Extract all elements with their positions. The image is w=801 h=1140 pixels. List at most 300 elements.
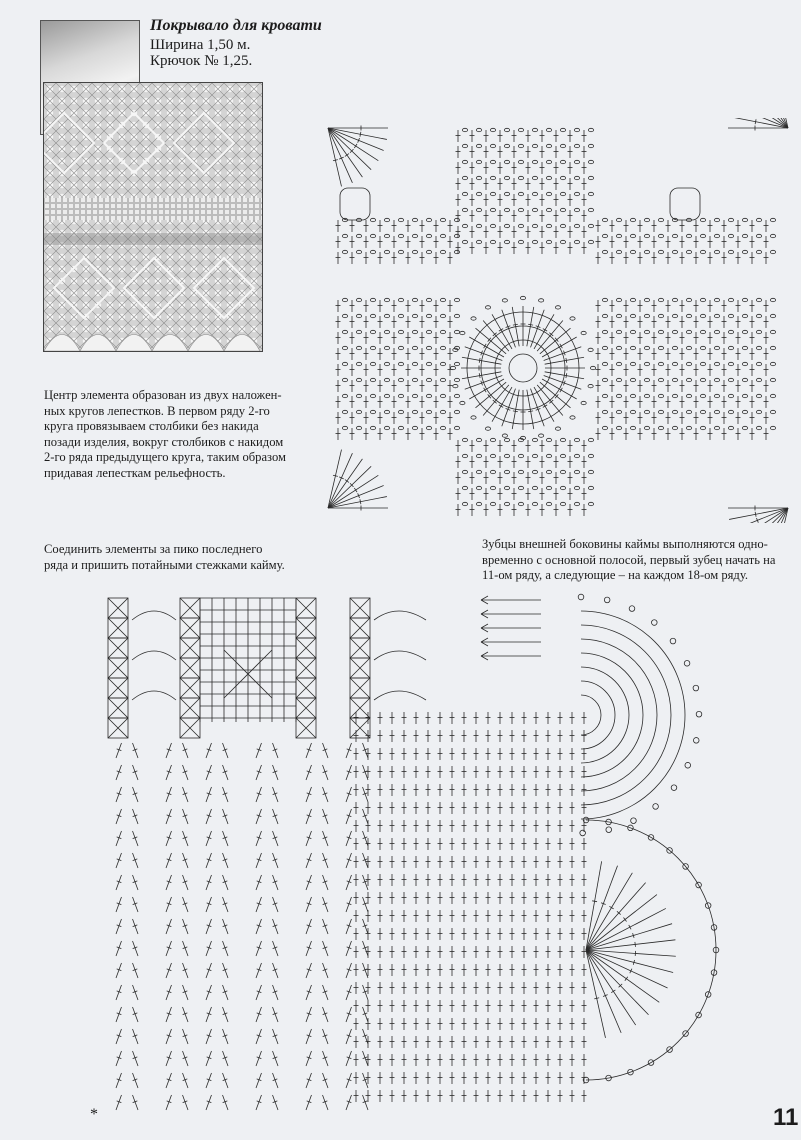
chain-symbol bbox=[574, 224, 579, 227]
stitch-crossbar bbox=[566, 373, 567, 378]
picot-symbol bbox=[580, 830, 586, 836]
chain-symbol bbox=[426, 426, 431, 429]
stitch-crossbar bbox=[592, 901, 597, 902]
chain-symbol bbox=[630, 394, 635, 397]
chain-symbol bbox=[728, 330, 733, 333]
picot-symbol bbox=[629, 606, 635, 612]
chain-symbol bbox=[630, 330, 635, 333]
chain-symbol bbox=[532, 486, 537, 489]
stitch-crossbar bbox=[623, 918, 626, 922]
chain-symbol bbox=[462, 454, 467, 457]
chain-symbol bbox=[672, 250, 677, 253]
stitch-crossbar bbox=[543, 405, 547, 408]
chain-symbol bbox=[658, 298, 663, 301]
chain-symbol bbox=[454, 298, 459, 301]
chain-symbol bbox=[532, 176, 537, 179]
cross-symbol bbox=[350, 638, 370, 658]
chain-symbol bbox=[581, 401, 586, 404]
chain-symbol bbox=[588, 438, 593, 441]
chain-symbol bbox=[686, 410, 691, 413]
chain-symbol bbox=[490, 160, 495, 163]
chain-symbol bbox=[426, 314, 431, 317]
stitch-symbol bbox=[586, 883, 646, 950]
chain-symbol bbox=[384, 298, 389, 301]
arch-symbol bbox=[132, 651, 176, 660]
chain-symbol bbox=[384, 362, 389, 365]
chain-symbol bbox=[462, 438, 467, 441]
chain-symbol bbox=[588, 192, 593, 195]
stitch-symbol bbox=[534, 314, 554, 349]
chain-symbol bbox=[539, 299, 544, 302]
chain-symbol bbox=[658, 394, 663, 397]
teeth-note-line: временно с основной полосой, первый зубец начать на bbox=[482, 552, 776, 567]
chain-symbol bbox=[555, 306, 560, 309]
cross-symbol bbox=[296, 618, 316, 638]
chain-symbol bbox=[686, 234, 691, 237]
chain-symbol bbox=[504, 502, 509, 505]
chain-symbol bbox=[398, 394, 403, 397]
picot-symbol bbox=[606, 827, 612, 833]
chain-symbol bbox=[384, 218, 389, 221]
chain-symbol bbox=[384, 394, 389, 397]
teeth-note-line: Зубцы внешней боковины каймы выполняются одно- bbox=[482, 537, 768, 551]
chain-symbol bbox=[574, 128, 579, 131]
chain-symbol bbox=[532, 144, 537, 147]
chain-symbol bbox=[616, 410, 621, 413]
chain-symbol bbox=[630, 250, 635, 253]
chain-symbol bbox=[384, 314, 389, 317]
chain-symbol bbox=[686, 346, 691, 349]
chain-symbol bbox=[714, 298, 719, 301]
chain-symbol bbox=[714, 410, 719, 413]
chain-symbol bbox=[742, 330, 747, 333]
chain-symbol bbox=[728, 234, 733, 237]
cross-symbol bbox=[108, 678, 128, 698]
chain-symbol bbox=[504, 208, 509, 211]
chain-symbol bbox=[440, 394, 445, 397]
chain-symbol bbox=[412, 378, 417, 381]
stitch-crossbar bbox=[560, 344, 563, 348]
chain-symbol bbox=[588, 384, 593, 387]
chain-symbol bbox=[476, 454, 481, 457]
chain-symbol bbox=[742, 410, 747, 413]
cross-symbol bbox=[296, 658, 316, 678]
chain-symbol bbox=[672, 330, 677, 333]
chain-symbol bbox=[686, 298, 691, 301]
chain-symbol bbox=[602, 250, 607, 253]
chain-symbol bbox=[560, 438, 565, 441]
chain-symbol bbox=[454, 314, 459, 317]
chain-symbol bbox=[454, 250, 459, 253]
chain-symbol bbox=[462, 128, 467, 131]
chain-symbol bbox=[574, 144, 579, 147]
arch-symbol bbox=[374, 651, 426, 660]
chain-symbol bbox=[658, 378, 663, 381]
chain-symbol bbox=[588, 348, 593, 351]
stitch-crossbar bbox=[755, 119, 756, 124]
stitch-crossbar bbox=[755, 512, 756, 517]
chain-symbol bbox=[658, 250, 663, 253]
chain-symbol bbox=[714, 330, 719, 333]
chain-symbol bbox=[462, 176, 467, 179]
stitch-symbol bbox=[328, 128, 341, 186]
chain-symbol bbox=[490, 208, 495, 211]
chain-symbol bbox=[342, 298, 347, 301]
chain-symbol bbox=[504, 454, 509, 457]
stitch-crossbar bbox=[360, 132, 361, 137]
chain-symbol bbox=[616, 314, 621, 317]
chain-symbol bbox=[574, 454, 579, 457]
chain-symbol bbox=[672, 298, 677, 301]
stitch-symbol bbox=[328, 128, 371, 170]
chain-symbol bbox=[700, 410, 705, 413]
chain-symbol bbox=[602, 426, 607, 429]
chain-symbol bbox=[602, 346, 607, 349]
chain-symbol bbox=[546, 470, 551, 473]
chain-symbol bbox=[518, 160, 523, 163]
stitch-crossbar bbox=[594, 998, 599, 999]
chain-symbol bbox=[560, 176, 565, 179]
chain-symbol bbox=[462, 208, 467, 211]
chain-symbol bbox=[370, 362, 375, 365]
chain-symbol bbox=[518, 144, 523, 147]
chain-symbol bbox=[532, 224, 537, 227]
chain-symbol bbox=[412, 346, 417, 349]
chain-symbol bbox=[462, 144, 467, 147]
chain-symbol bbox=[770, 234, 775, 237]
chain-symbol bbox=[588, 470, 593, 473]
chain-symbol bbox=[342, 250, 347, 253]
chain-symbol bbox=[588, 160, 593, 163]
chain-symbol bbox=[630, 346, 635, 349]
chain-symbol bbox=[398, 314, 403, 317]
fan-arc bbox=[581, 653, 643, 777]
chain-symbol bbox=[570, 317, 575, 320]
chain-symbol bbox=[440, 330, 445, 333]
stitch-symbol bbox=[469, 379, 504, 399]
chain-symbol bbox=[770, 298, 775, 301]
chain-symbol bbox=[756, 394, 761, 397]
round-guide bbox=[509, 354, 537, 382]
chain-symbol bbox=[398, 250, 403, 253]
chain-symbol bbox=[398, 298, 403, 301]
stitch-symbol bbox=[732, 508, 788, 523]
chain-symbol bbox=[426, 362, 431, 365]
chain-symbol bbox=[770, 362, 775, 365]
cross-symbol bbox=[296, 698, 316, 718]
chain-symbol bbox=[672, 426, 677, 429]
stitch-crossbar bbox=[513, 411, 518, 412]
chain-symbol bbox=[644, 378, 649, 381]
chain-symbol bbox=[588, 128, 593, 131]
chain-symbol bbox=[574, 160, 579, 163]
chain-symbol bbox=[602, 218, 607, 221]
chain-symbol bbox=[644, 410, 649, 413]
chain-symbol bbox=[672, 314, 677, 317]
chain-symbol bbox=[462, 470, 467, 473]
chain-symbol bbox=[630, 234, 635, 237]
chain-symbol bbox=[398, 362, 403, 365]
chain-symbol bbox=[504, 176, 509, 179]
chain-symbol bbox=[700, 218, 705, 221]
cross-symbol bbox=[350, 678, 370, 698]
chain-symbol bbox=[504, 438, 509, 441]
chain-symbol bbox=[588, 224, 593, 227]
chain-symbol bbox=[728, 362, 733, 365]
chain-symbol bbox=[700, 394, 705, 397]
center-note-line: ных кругов лепестков. В первом ряду 2-го bbox=[44, 403, 270, 418]
chain-symbol bbox=[574, 192, 579, 195]
chain-symbol bbox=[426, 330, 431, 333]
chain-symbol bbox=[546, 208, 551, 211]
chain-symbol bbox=[356, 330, 361, 333]
chain-symbol bbox=[560, 470, 565, 473]
picot-symbol bbox=[684, 660, 690, 666]
chain-symbol bbox=[644, 346, 649, 349]
chain-symbol bbox=[412, 410, 417, 413]
chain-symbol bbox=[714, 234, 719, 237]
chain-symbol bbox=[454, 218, 459, 221]
chain-symbol bbox=[476, 240, 481, 243]
chain-symbol bbox=[476, 128, 481, 131]
picot-symbol bbox=[685, 762, 691, 768]
chain-symbol bbox=[756, 298, 761, 301]
chain-symbol bbox=[504, 224, 509, 227]
chain-symbol bbox=[602, 234, 607, 237]
chain-symbol bbox=[546, 438, 551, 441]
chain-symbol bbox=[728, 410, 733, 413]
chain-symbol bbox=[485, 427, 490, 430]
chain-symbol bbox=[370, 298, 375, 301]
picot-symbol bbox=[693, 738, 699, 744]
stitch-symbol bbox=[542, 337, 577, 357]
chain-symbol bbox=[518, 176, 523, 179]
center-note bbox=[44, 388, 304, 481]
chain-symbol bbox=[471, 317, 476, 320]
chain-symbol bbox=[398, 378, 403, 381]
picot-symbol bbox=[631, 818, 637, 824]
chain-symbol bbox=[426, 378, 431, 381]
chain-symbol bbox=[658, 330, 663, 333]
chain-symbol bbox=[426, 410, 431, 413]
chain-symbol bbox=[370, 314, 375, 317]
chain-symbol bbox=[756, 410, 761, 413]
chain-symbol bbox=[532, 128, 537, 131]
chain-symbol bbox=[686, 426, 691, 429]
chain-symbol bbox=[490, 224, 495, 227]
chain-symbol bbox=[714, 346, 719, 349]
chain-symbol bbox=[370, 218, 375, 221]
fan-arc bbox=[581, 625, 671, 805]
stitch-crossbar bbox=[333, 160, 338, 161]
chain-symbol bbox=[532, 208, 537, 211]
chain-symbol bbox=[504, 160, 509, 163]
page-number: 11 bbox=[773, 1104, 799, 1131]
chain-symbol bbox=[616, 330, 621, 333]
chain-symbol bbox=[728, 218, 733, 221]
chain-symbol bbox=[756, 378, 761, 381]
chain-symbol bbox=[602, 298, 607, 301]
stitch-crossbar bbox=[635, 942, 636, 947]
chain-symbol bbox=[588, 486, 593, 489]
chain-symbol bbox=[520, 296, 525, 299]
picot-symbol bbox=[653, 804, 659, 810]
chain-symbol bbox=[756, 314, 761, 317]
chain-symbol bbox=[460, 401, 465, 404]
chain-symbol bbox=[502, 434, 507, 437]
chain-symbol bbox=[616, 234, 621, 237]
chain-symbol bbox=[462, 486, 467, 489]
chain-symbol bbox=[560, 454, 565, 457]
chain-symbol bbox=[756, 330, 761, 333]
chain-symbol bbox=[770, 378, 775, 381]
chain-symbol bbox=[742, 394, 747, 397]
chain-symbol bbox=[574, 502, 579, 505]
chain-symbol bbox=[658, 410, 663, 413]
chain-symbol bbox=[672, 378, 677, 381]
chain-symbol bbox=[462, 224, 467, 227]
chain-symbol bbox=[770, 218, 775, 221]
fan-arc bbox=[581, 639, 657, 791]
chain-symbol bbox=[342, 426, 347, 429]
chain-symbol bbox=[574, 486, 579, 489]
stitch-crossbar bbox=[543, 329, 547, 332]
chain-symbol bbox=[370, 378, 375, 381]
chain-symbol bbox=[686, 394, 691, 397]
chain-loop bbox=[340, 188, 370, 220]
chain-symbol bbox=[490, 192, 495, 195]
chain-symbol bbox=[756, 234, 761, 237]
chain-symbol bbox=[490, 176, 495, 179]
chain-symbol bbox=[714, 362, 719, 365]
stitch-crossbar bbox=[360, 499, 361, 504]
chain-symbol bbox=[370, 234, 375, 237]
chain-symbol bbox=[460, 331, 465, 334]
chain-symbol bbox=[728, 250, 733, 253]
chain-symbol bbox=[356, 394, 361, 397]
chain-symbol bbox=[518, 208, 523, 211]
chain-symbol bbox=[672, 394, 677, 397]
chain-symbol bbox=[490, 128, 495, 131]
chain-symbol bbox=[616, 394, 621, 397]
cross-symbol bbox=[108, 658, 128, 678]
chain-symbol bbox=[532, 470, 537, 473]
chain-symbol bbox=[728, 378, 733, 381]
stitch-crossbar bbox=[484, 388, 487, 392]
arch-symbol bbox=[132, 611, 176, 620]
picot-symbol bbox=[696, 711, 702, 717]
chain-symbol bbox=[370, 346, 375, 349]
cross-symbol bbox=[296, 718, 316, 738]
chain-symbol bbox=[384, 426, 389, 429]
join-note bbox=[44, 542, 304, 573]
chain-symbol bbox=[728, 298, 733, 301]
stitch-crossbar bbox=[499, 329, 503, 332]
chain-symbol bbox=[658, 426, 663, 429]
chain-symbol bbox=[630, 362, 635, 365]
chain-symbol bbox=[700, 234, 705, 237]
chain-symbol bbox=[570, 416, 575, 419]
chain-symbol bbox=[504, 470, 509, 473]
chain-symbol bbox=[616, 362, 621, 365]
chain-symbol bbox=[490, 438, 495, 441]
chain-symbol bbox=[658, 346, 663, 349]
cross-symbol bbox=[180, 658, 200, 678]
chain-symbol bbox=[742, 250, 747, 253]
chain-symbol bbox=[560, 160, 565, 163]
stitch-crossbar bbox=[345, 154, 349, 157]
stitch-crossbar bbox=[513, 324, 518, 325]
teeth-note-line: 11-ом ряду, а следующие – на каждом 18-ом ряду. bbox=[482, 568, 749, 582]
chain-symbol bbox=[546, 454, 551, 457]
chain-symbol bbox=[462, 192, 467, 195]
chain-symbol bbox=[440, 218, 445, 221]
chain-symbol bbox=[742, 362, 747, 365]
chain-symbol bbox=[630, 378, 635, 381]
cross-symbol bbox=[180, 638, 200, 658]
stitch-crossbar bbox=[354, 144, 357, 148]
chain-symbol bbox=[602, 330, 607, 333]
chain-symbol bbox=[560, 240, 565, 243]
chain-symbol bbox=[616, 378, 621, 381]
chain-symbol bbox=[532, 160, 537, 163]
chain-symbol bbox=[426, 394, 431, 397]
stitch-crossbar bbox=[479, 373, 480, 378]
chain-symbol bbox=[728, 394, 733, 397]
cross-symbol bbox=[180, 618, 200, 638]
chain-symbol bbox=[384, 378, 389, 381]
chain-symbol bbox=[504, 486, 509, 489]
chain-symbol bbox=[770, 394, 775, 397]
fan-arc bbox=[581, 681, 615, 749]
chain-symbol bbox=[412, 218, 417, 221]
chain-symbol bbox=[440, 410, 445, 413]
cross-symbol bbox=[350, 658, 370, 678]
chain-symbol bbox=[356, 410, 361, 413]
chain-symbol bbox=[658, 218, 663, 221]
chain-symbol bbox=[588, 208, 593, 211]
cross-symbol bbox=[108, 718, 128, 738]
chain-symbol bbox=[616, 218, 621, 221]
chain-symbol bbox=[630, 218, 635, 221]
chain-symbol bbox=[518, 502, 523, 505]
picot-symbol bbox=[670, 638, 676, 644]
chain-symbol bbox=[490, 486, 495, 489]
teeth-note bbox=[482, 537, 801, 584]
cross-symbol bbox=[296, 598, 316, 618]
chain-symbol bbox=[630, 298, 635, 301]
chain-symbol bbox=[644, 394, 649, 397]
cross-symbol bbox=[350, 598, 370, 618]
chain-symbol bbox=[454, 378, 459, 381]
chain-symbol bbox=[756, 362, 761, 365]
chain-symbol bbox=[440, 378, 445, 381]
chain-symbol bbox=[588, 176, 593, 179]
stitch-symbol bbox=[328, 466, 371, 508]
chain-symbol bbox=[546, 160, 551, 163]
chain-symbol bbox=[370, 250, 375, 253]
chain-symbol bbox=[454, 410, 459, 413]
chain-symbol bbox=[412, 298, 417, 301]
chain-symbol bbox=[476, 208, 481, 211]
chain-symbol bbox=[756, 250, 761, 253]
chain-symbol bbox=[398, 426, 403, 429]
stitch-crossbar bbox=[528, 411, 533, 412]
chain-symbol bbox=[742, 298, 747, 301]
chain-symbol bbox=[560, 144, 565, 147]
chain-symbol bbox=[574, 240, 579, 243]
chain-symbol bbox=[476, 470, 481, 473]
